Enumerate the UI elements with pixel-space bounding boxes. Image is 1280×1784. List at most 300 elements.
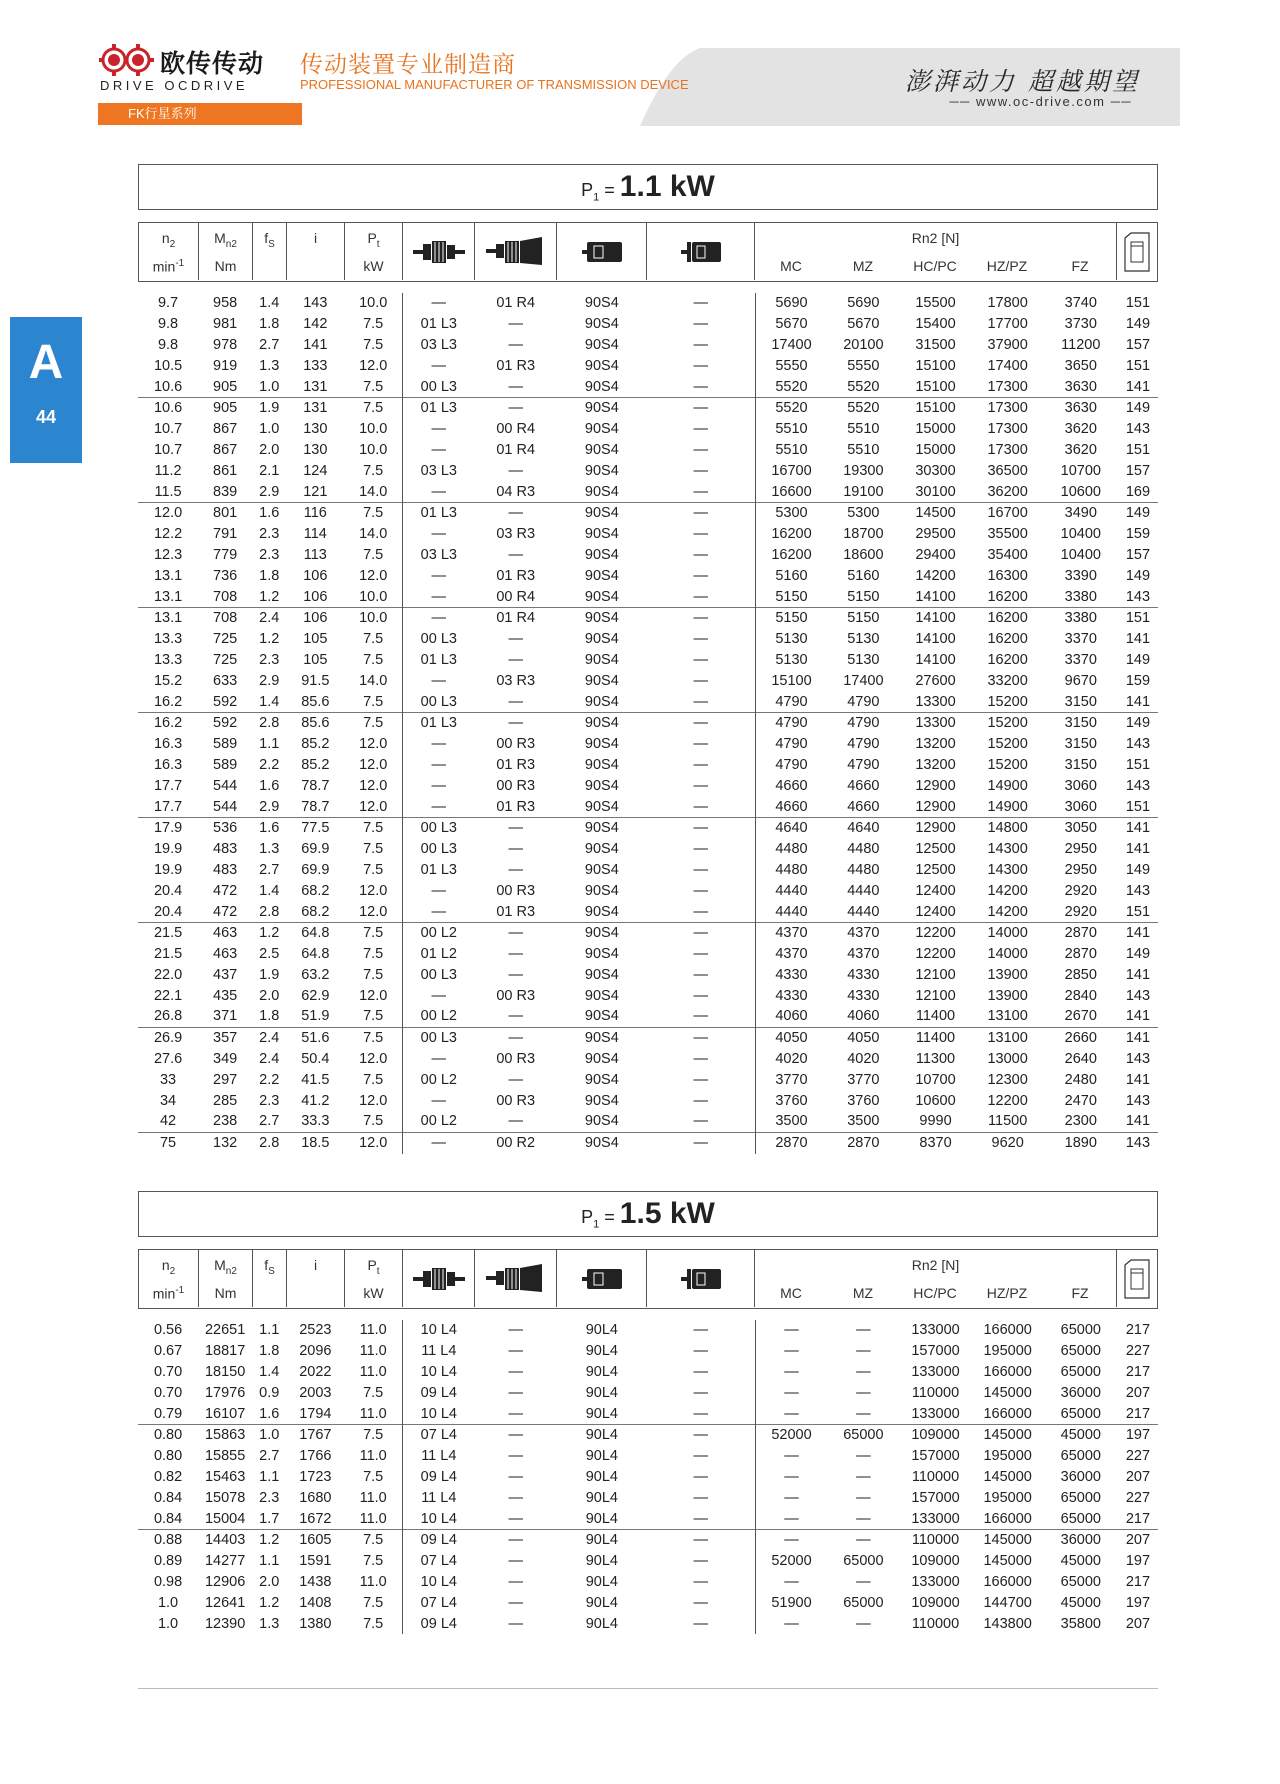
cell-fz: 3150 [1064, 693, 1097, 710]
cell-motor: 90S4 [584, 316, 619, 333]
cell-mn2: 14277 [204, 1553, 246, 1570]
cell-i: 41.2 [301, 1092, 330, 1109]
cell-pt: 7.5 [363, 966, 384, 983]
cell-page: 143 [1125, 736, 1151, 753]
cell-fz: 65000 [1060, 1573, 1101, 1590]
cell-page: 227 [1125, 1343, 1151, 1360]
cell-pt: 12.0 [359, 798, 388, 815]
cell-hzpz: 36500 [987, 462, 1028, 479]
cell-brake-motor: — [693, 462, 709, 479]
rn2-header: Rn2 [N] [911, 1257, 960, 1273]
cell-motor: 90S4 [584, 336, 619, 353]
cell-mz: — [856, 1489, 871, 1506]
cell-gear-inline: 00 L2 [402, 1111, 474, 1132]
cell-mn2: 14403 [198, 1529, 252, 1550]
cell-pt: 7.5 [363, 651, 384, 668]
cell-brake-motor: — [693, 378, 709, 395]
cell-mz: 65000 [843, 1594, 884, 1611]
cell-fz: 2870 [1064, 946, 1097, 963]
cell-brake-motor: — [693, 483, 709, 500]
cell-page: 149 [1125, 651, 1151, 668]
cell-mn2: 592 [213, 693, 238, 710]
ratings-table-1 [138, 293, 1158, 1154]
cell-gear-inline: — [402, 355, 474, 376]
cell-mc: 5550 [755, 355, 827, 376]
cell-pt: 7.5 [344, 1027, 402, 1048]
cell-hcpc: 29400 [915, 546, 956, 563]
cell-i: 68.2 [301, 903, 330, 920]
cell-brake-motor: — [693, 1071, 709, 1088]
table-row [138, 1403, 1158, 1424]
cell-mc: 5150 [755, 586, 827, 607]
cell-motor: 90S4 [557, 1132, 647, 1153]
cell-mn2: 801 [198, 502, 252, 523]
cell-gear-right-angle: 00 R4 [496, 421, 536, 438]
cell-fz: 2670 [1064, 1008, 1097, 1025]
cell-mz: 5150 [847, 588, 880, 605]
cell-page: 159 [1125, 526, 1151, 543]
cell-mz: 5520 [847, 378, 880, 395]
cell-n2: 9.8 [157, 336, 179, 353]
cell-pt: 7.5 [363, 1553, 384, 1570]
cell-pt: 7.5 [344, 1424, 402, 1445]
cell-mn2: 867 [213, 441, 238, 458]
col-gear-in-line [403, 1250, 475, 1307]
cell-mc: 51900 [755, 1592, 827, 1613]
cell-hzpz: 166000 [983, 1363, 1032, 1380]
cell-brake-motor: — [693, 441, 709, 458]
cell-fz: 65000 [1060, 1363, 1101, 1380]
cell-mc: — [755, 1467, 827, 1488]
table-row [138, 1424, 1158, 1445]
cell-gear-right-angle: — [508, 336, 523, 353]
cell-mc: 5510 [755, 419, 827, 440]
cell-gear-inline: — [402, 1090, 474, 1111]
cell-page: 141 [1125, 841, 1151, 858]
logo-chinese-name: 欧传传动 [160, 50, 265, 78]
table-row [138, 440, 1158, 461]
cell-i: 1680 [299, 1489, 332, 1506]
cell-i: 2003 [299, 1384, 332, 1401]
cell-i: 105 [303, 651, 328, 668]
cell-gear-right-angle: 01 R3 [496, 567, 536, 584]
cell-motor: 90S4 [584, 946, 619, 963]
cell-brake-motor: — [693, 756, 709, 773]
cell-hcpc: 14100 [915, 631, 956, 648]
cell-fs: 1.8 [259, 1008, 280, 1025]
cell-gear-right-angle: — [508, 316, 523, 333]
cell-gear-inline: 11 L4 [402, 1446, 474, 1467]
table-row [138, 880, 1158, 901]
cell-gear-right-angle: — [508, 946, 523, 963]
cell-mn2: 15863 [198, 1424, 252, 1445]
cell-i: 64.8 [301, 946, 330, 963]
table-row [138, 1613, 1158, 1634]
cell-page: 141 [1118, 817, 1158, 838]
cell-i: 1794 [299, 1405, 332, 1422]
col-mn2: $M_{n2}$ Nm [199, 1250, 253, 1307]
cell-gear-right-angle: — [508, 1489, 523, 1506]
cell-n2: 21.5 [138, 922, 198, 943]
cell-i: 121 [303, 483, 328, 500]
table-row [138, 481, 1158, 502]
table-row [138, 860, 1158, 881]
cell-gear-right-angle: — [508, 1384, 523, 1401]
cell-fs: 1.6 [259, 777, 280, 794]
company-motto: 澎湃动力 超越期望 [905, 67, 1140, 96]
cell-fs: 2.2 [259, 1071, 280, 1088]
cell-gear-right-angle: — [508, 1448, 523, 1465]
cell-i: 1672 [299, 1510, 332, 1527]
page-header [0, 0, 1280, 140]
cell-n2: 0.84 [153, 1510, 183, 1527]
cell-mn2: 589 [213, 736, 238, 753]
cell-pt: 7.5 [363, 1615, 384, 1632]
cell-fz: 2870 [1044, 922, 1118, 943]
cell-mz: 5300 [827, 502, 899, 523]
cell-fs: 2.7 [259, 1448, 280, 1465]
cell-page: 207 [1125, 1384, 1151, 1401]
cell-brake-motor: — [693, 987, 709, 1004]
table-row [138, 1090, 1158, 1111]
cell-hcpc: 30300 [915, 462, 956, 479]
cell-gear-inline: 01 L3 [402, 502, 474, 523]
cell-brake-motor: — [647, 607, 755, 628]
cell-gear-inline: 00 L2 [402, 922, 474, 943]
cell-mn2: 472 [213, 882, 238, 899]
col-hzpz: HZ/PZ [986, 258, 1028, 274]
cell-mz: 3770 [847, 1071, 880, 1088]
cell-mc: 4480 [755, 860, 827, 881]
table-row [138, 397, 1158, 418]
cell-page: 143 [1125, 588, 1151, 605]
table-header-2 [138, 1249, 1158, 1309]
chapter-tab [10, 317, 82, 463]
cell-gear-inline: 10 L4 [402, 1572, 474, 1593]
cell-motor: 90S4 [557, 607, 647, 628]
cell-motor: 90S4 [584, 1071, 619, 1088]
col-gear-right-angle [475, 223, 557, 280]
cell-mz: 4060 [847, 1008, 880, 1025]
cell-fz: 3490 [1044, 502, 1118, 523]
cell-brake-motor: — [693, 526, 709, 543]
cell-fz: 3150 [1064, 756, 1097, 773]
cell-gear-inline: 03 L3 [402, 460, 474, 481]
cell-mc: 4480 [755, 839, 827, 860]
table-row [138, 1320, 1158, 1341]
cell-i: 1438 [299, 1573, 332, 1590]
cell-mn2: 483 [213, 861, 238, 878]
cell-mz: 4330 [847, 987, 880, 1004]
cell-brake-motor: — [693, 1615, 709, 1632]
cell-n2: 20.4 [153, 882, 183, 899]
cell-hcpc: 110000 [911, 1468, 960, 1485]
cell-gear-inline: 07 L4 [402, 1424, 474, 1445]
cell-hzpz: 144700 [983, 1594, 1032, 1611]
cell-brake-motor: — [693, 882, 709, 899]
cell-gear-inline: 07 L4 [402, 1592, 474, 1613]
cell-hzpz: 195000 [983, 1448, 1032, 1465]
cell-mz: 4790 [847, 756, 880, 773]
cell-brake-motor: — [693, 651, 709, 668]
cell-motor: 90L4 [585, 1468, 618, 1485]
cell-n2: 9.7 [157, 295, 179, 312]
cell-mc: 4050 [755, 1027, 827, 1048]
cell-i: 133 [303, 357, 328, 374]
cell-mn2: 791 [213, 526, 238, 543]
cell-brake-motor: — [693, 966, 709, 983]
cell-gear-inline: 00 L3 [402, 965, 474, 986]
cell-fs: 1.6 [252, 502, 286, 523]
cell-fs: 2.8 [259, 903, 280, 920]
cell-gear-inline: 10 L4 [402, 1320, 474, 1341]
cell-gear-right-angle: 01 R4 [496, 441, 536, 458]
cell-fs: 1.2 [252, 1529, 286, 1550]
cell-mc: — [755, 1487, 827, 1508]
cell-mz: — [856, 1384, 871, 1401]
table-row [138, 1006, 1158, 1027]
cell-i: 106 [286, 607, 344, 628]
cell-page: 141 [1118, 1027, 1158, 1048]
cell-i: 124 [303, 462, 328, 479]
cell-fs: 2.1 [259, 462, 280, 479]
cell-gear-inline: 00 L3 [402, 629, 474, 650]
chapter-letter: A [28, 336, 64, 389]
cell-mn2: 18817 [204, 1343, 246, 1360]
cell-fs: 1.2 [259, 631, 280, 648]
cell-motor: 90L4 [585, 1553, 618, 1570]
cell-hzpz: 14200 [987, 882, 1028, 899]
cell-hzpz: 16200 [987, 631, 1028, 648]
cell-fz: 2920 [1064, 903, 1097, 920]
cell-i: 62.9 [301, 987, 330, 1004]
footer-divider [138, 1688, 1158, 1689]
cell-page: 143 [1125, 987, 1151, 1004]
cell-page: 141 [1125, 693, 1151, 710]
col-mn2: $M_{n2}$ Nm [199, 223, 253, 280]
cell-pt: 12.0 [359, 567, 388, 584]
cell-n2: 0.67 [153, 1343, 183, 1360]
cell-hcpc: 12900 [915, 798, 956, 815]
table-row [138, 839, 1158, 860]
cell-mz: 19300 [843, 462, 884, 479]
cell-n2: 0.80 [153, 1448, 183, 1465]
cell-gear-inline: 00 L2 [402, 1069, 474, 1090]
cell-mc: 4440 [755, 880, 827, 901]
table-row [138, 1551, 1158, 1572]
cell-hcpc: 157000 [911, 1343, 960, 1360]
cell-gear-right-angle: — [508, 861, 523, 878]
cell-hzpz: 14300 [987, 861, 1028, 878]
cell-hzpz: 14800 [972, 817, 1044, 838]
cell-hzpz: 13900 [987, 966, 1028, 983]
cell-hcpc: 15100 [915, 357, 956, 374]
cell-page: 149 [1125, 861, 1151, 878]
cell-i: 69.9 [301, 841, 330, 858]
cell-i: 91.5 [301, 672, 330, 689]
cell-page: 143 [1125, 777, 1151, 794]
cell-i: 131 [286, 397, 344, 418]
cell-brake-motor: — [693, 946, 709, 963]
cell-hcpc: 12400 [915, 882, 956, 899]
cell-n2: 0.56 [153, 1322, 183, 1339]
col-i: i [287, 223, 345, 280]
table-row [138, 335, 1158, 356]
cell-fs: 2.7 [259, 861, 280, 878]
cell-pt: 7.5 [363, 1384, 384, 1401]
cell-motor: 90S4 [584, 882, 619, 899]
cell-fz: 3730 [1064, 316, 1097, 333]
cell-brake-motor: — [693, 421, 709, 438]
cell-mn2: 536 [198, 817, 252, 838]
cell-hzpz: 195000 [983, 1489, 1032, 1506]
power-title-2 [138, 1191, 1158, 1237]
cell-motor: 90S4 [557, 502, 647, 523]
power-label: $P_1$ = [581, 1207, 620, 1231]
cell-page: 197 [1118, 1424, 1158, 1445]
cell-motor: 90S4 [584, 546, 619, 563]
cell-brake-motor: — [693, 1092, 709, 1109]
cell-hcpc: 15500 [915, 295, 956, 312]
cell-gear-right-angle: 01 R3 [496, 756, 536, 773]
inline-gearbox-icon [413, 238, 465, 266]
cell-pt: 10.0 [359, 421, 388, 438]
cell-mn2: 981 [213, 316, 238, 333]
cell-brake-motor: — [693, 631, 709, 648]
cell-i: 51.6 [286, 1027, 344, 1048]
cell-hcpc: 133000 [911, 1573, 960, 1590]
cell-pt: 7.5 [363, 1113, 384, 1130]
cell-i: 41.5 [301, 1071, 330, 1088]
cell-mn2: 15004 [204, 1510, 246, 1527]
cell-fs: 2.2 [259, 756, 280, 773]
cell-hzpz: 145000 [983, 1384, 1032, 1401]
cell-hcpc: 11400 [915, 1008, 956, 1025]
cell-gear-right-angle: 00 R3 [496, 987, 536, 1004]
cell-fs: 2.0 [259, 987, 280, 1004]
cell-hzpz: 145000 [983, 1553, 1032, 1570]
cell-mn2: 708 [198, 607, 252, 628]
cell-brake-motor: — [693, 336, 709, 353]
cell-pt: 12.0 [359, 903, 388, 920]
table-row [138, 1111, 1158, 1132]
table-row [138, 502, 1158, 523]
cell-hzpz: 17400 [987, 357, 1028, 374]
col-pt: $P_t$ kW [345, 1250, 403, 1307]
cell-hzpz: 14300 [987, 841, 1028, 858]
cell-gear-right-angle: — [508, 631, 523, 648]
cell-fz: 45000 [1060, 1553, 1101, 1570]
cell-motor: 90S4 [584, 378, 619, 395]
cell-mn2: 544 [213, 798, 238, 815]
cell-mc: 3500 [755, 1111, 827, 1132]
cell-fs: 2.5 [259, 946, 280, 963]
cell-mc: 5130 [755, 629, 827, 650]
cell-fz: 3620 [1064, 421, 1097, 438]
cell-gear-right-angle: — [508, 1510, 523, 1527]
cell-gear-right-angle: — [508, 546, 523, 563]
cell-gear-inline: 09 L4 [402, 1529, 474, 1550]
cell-brake-motor: — [693, 1489, 709, 1506]
cell-gear-inline: — [402, 734, 474, 755]
cell-mz: 5150 [827, 607, 899, 628]
cell-i: 85.6 [286, 712, 344, 733]
cell-i: 106 [303, 588, 328, 605]
cell-hcpc: 12400 [915, 903, 956, 920]
cell-motor: 90S4 [584, 693, 619, 710]
cell-page: 197 [1125, 1553, 1151, 1570]
cell-motor: 90S4 [584, 966, 619, 983]
cell-hzpz: 13900 [987, 987, 1028, 1004]
cell-n2: 22.1 [153, 987, 183, 1004]
cell-n2: 19.9 [153, 861, 183, 878]
cell-mc: — [755, 1613, 827, 1634]
cell-page: 217 [1125, 1363, 1151, 1380]
cell-page: 141 [1125, 1071, 1151, 1088]
table-row [138, 901, 1158, 922]
cell-gear-right-angle: 00 R4 [496, 588, 536, 605]
power-value: 1.1 kW [619, 170, 715, 203]
series-label: FK行星系列 [98, 103, 302, 125]
cell-page: 151 [1125, 357, 1151, 374]
cell-mn2: 12641 [204, 1594, 246, 1611]
cell-motor: 90S4 [584, 1113, 619, 1130]
cell-gear-right-angle: 04 R3 [496, 483, 536, 500]
cell-pt: 11.0 [359, 1448, 387, 1465]
cell-mc: 4370 [755, 922, 827, 943]
cell-brake-motor: — [693, 903, 709, 920]
cell-fz: 3370 [1064, 651, 1097, 668]
cell-pt: 12.0 [359, 987, 388, 1004]
cell-n2: 17.9 [138, 817, 198, 838]
cell-gear-inline: 01 L3 [402, 314, 474, 335]
cell-pt: 11.0 [359, 1489, 387, 1506]
table-row [138, 817, 1158, 838]
cell-mn2: 725 [213, 651, 238, 668]
col-hcpc: HC/PC [913, 258, 957, 274]
cell-mz: 4440 [847, 903, 880, 920]
table-row [138, 796, 1158, 817]
slogan-chinese: 传动装置专业制造商 [300, 51, 516, 77]
cell-hzpz: 17700 [987, 316, 1028, 333]
cell-gear-inline: — [402, 524, 474, 545]
cell-n2: 22.0 [153, 966, 183, 983]
cell-motor: 90S4 [584, 756, 619, 773]
table-row [138, 419, 1158, 440]
cell-hcpc: 109000 [911, 1594, 960, 1611]
cell-brake-motor: — [693, 1008, 709, 1025]
cell-n2: 15.2 [153, 672, 183, 689]
cell-fz: 3630 [1064, 378, 1097, 395]
cell-mz: 4790 [847, 693, 880, 710]
cell-hzpz: 145000 [972, 1529, 1044, 1550]
cell-brake-motor: — [693, 1510, 709, 1527]
cell-mc: 16600 [755, 481, 827, 502]
cell-mn2: 18150 [204, 1363, 246, 1380]
cell-brake-motor: — [693, 295, 709, 312]
cell-fs: 2.3 [259, 546, 280, 563]
cell-n2: 0.98 [153, 1573, 183, 1590]
cell-mz: 2870 [827, 1132, 899, 1153]
cell-pt: 7.5 [344, 712, 402, 733]
right-angle-gearbox-icon [486, 237, 546, 267]
cell-hzpz: 143800 [983, 1615, 1032, 1632]
cell-gear-right-angle: — [508, 1322, 523, 1339]
cell-n2: 12.3 [153, 546, 183, 563]
cell-fz: 3060 [1064, 777, 1097, 794]
cell-n2: 13.3 [153, 651, 183, 668]
table-row [138, 1341, 1158, 1362]
